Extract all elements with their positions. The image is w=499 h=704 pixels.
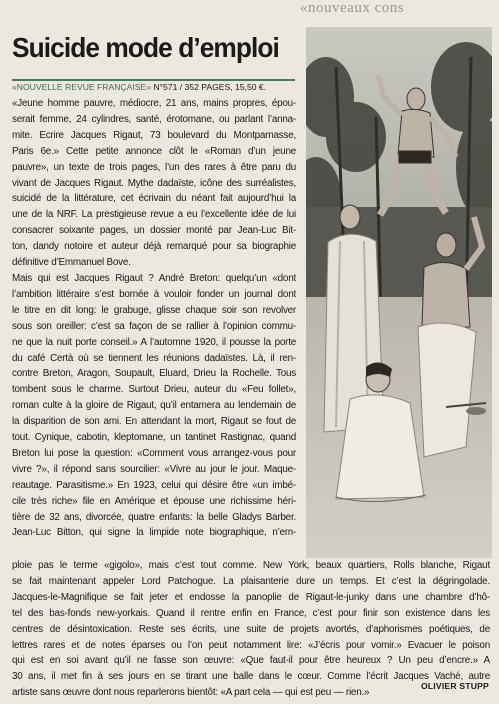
article-body-wide [12,558,490,701]
body-line: se fait maintenant appeler Lord Patchogue. La plaisanterie dure un temps. Et c’est la dégringolade. [12,575,490,587]
body-line: tout. Cynique, cabotin, kleptomane, un tantinet Rastignac, quand [12,432,296,444]
source-publication: «NOUVELLE REVUE FRANÇAISE» [12,82,151,92]
body-line: ne que la nuit porte conseil.» A l’automne 1920, il pousse la porte [12,336,296,348]
body-line: lettres rares et de notes éparses ou l’on peut notamment lire: «J’écris pour vomir.» Evacuer le poison [12,639,490,651]
body-line: Jean-Luc Bitton, qui signe la limpide note biographique, n’em- [12,527,296,539]
body-line: centres de désintoxication. Reste ses écrits, une suite de projets avortés, d’aphorismes poétiques, de [12,623,490,635]
body-line: roman culte à la gloire de Rigaut, qu’il entamera au lendemain de [12,400,296,412]
body-line: consacrer soixante pages, un dossier monté par Jean-Luc Bit- [12,225,296,237]
body-line: vivant de Jacques Rigaut. Mythe dadaïste, icône des surréalistes, [12,177,296,189]
body-line: vivre ?», il répond sans sourcilier: «Vivre au jour le jour. Maque- [12,463,296,475]
body-line: ton, dandy notoire et auteur déjà remarqué pour sa biographie [12,241,296,253]
body-line: mite. Ecrire Jacques Rigaut, 73 boulevard du Montparnasse, [12,129,296,141]
body-line: cile très riche» file en Amérique et épouse une richissime héri- [12,495,296,507]
source-details: N°571 / 352 PAGES, 15,50 €. [150,82,267,92]
body-line: du café Certà où se tiennent les réunions dadaïstes. Là, il ren- [12,352,296,364]
body-line: le titre en dit long: le grabuge, glisse chaque soir son revolver [12,304,296,316]
article-body-column [12,96,296,541]
body-line: artiste sans œuvre dont nous reparlerons bientôt: «A part cela — qui est peu — rien.» [12,687,370,699]
body-line: reautage. Parasitisme.» En 1923, celui qui désire être «un imbé- [12,479,296,491]
body-line: Breton lui pose la question: «Comment vous arrangez-vous pour [12,447,296,459]
body-line: suicidé de la littérature, cet écrivain du néant fait aujourd’hui la [12,193,296,205]
body-line: une de la NRF. La prestigieuse revue a eu l’excellente idée de lui [12,209,296,221]
body-line: 30 ans, il met fin à ses jours en se tirant une balle dans le cœur. Comme l’écrit Jacques Vaché, autre [12,671,490,683]
body-line: Jacques-le-Magnifique se fait jeter et endosse la panoplie de Rigaut-le-junky dans une chambre d’hô- [12,591,490,603]
article-title: Suicide mode d’emploi [12,32,279,63]
previous-article-strip: «nouveaux cons [300,0,405,16]
body-line: tombent sous le charme. Surtout Drieu, auteur du «Feu follet», [12,384,296,396]
body-line: définitive d’Emmanuel Bove. [12,257,131,269]
body-line: tel des bas-fonds new-yorkais. Quand il rentre enfin en France, c’est pour finir son existence dans les [12,607,490,619]
photo-image [306,27,492,558]
body-line: serait femme, 24 cylindres, santé, érotomane, ou parlant l’anna- [12,113,296,125]
author-credit: OLIVIER STUPP [420,681,489,691]
source-line [12,82,296,93]
title-rule [12,79,295,81]
body-line: l’ambition littéraire s’est bornée à vouloir fonder un journal dont [12,288,296,300]
body-line: Paris 6e.» Cette petite annonce clôt le «Roman d’un jeune [12,145,296,157]
body-line: ploie pas le terme «gigolo», mais c’est tout comme. New York, beaux quartiers, Rolls blanche, Rigaut [12,560,490,571]
body-line: contre Breton, Aragon, Soupault, Eluard, Drieu la Rochelle. Tous [12,368,296,380]
body-line: la disparition de son ami. En attendant la mort, Rigaut se fout de [12,416,296,428]
body-line: Mais qui est Jacques Rigaut ? André Breton: quelqu’un «dont [12,272,296,284]
body-line: sous son oreiller: c’est sa façon de se rallier à l’opinion commu- [12,320,296,332]
body-line: pauvre», un texte de trois pages, l’un des rares à être paru du [12,161,296,173]
body-line: «Jeune homme pauvre, médiocre, 21 ans, mains propres, épou- [12,98,296,109]
photo-illustration [306,27,492,558]
body-line: tière de 32 ans, divorcée, quatre enfants: la belle Gladys Barber. [12,511,296,523]
body-line: qui est en soi avant qu’il ne fasse son œuvre: «Que faut-il pour être heureux ? Un peu d’encre.» A [12,655,490,667]
